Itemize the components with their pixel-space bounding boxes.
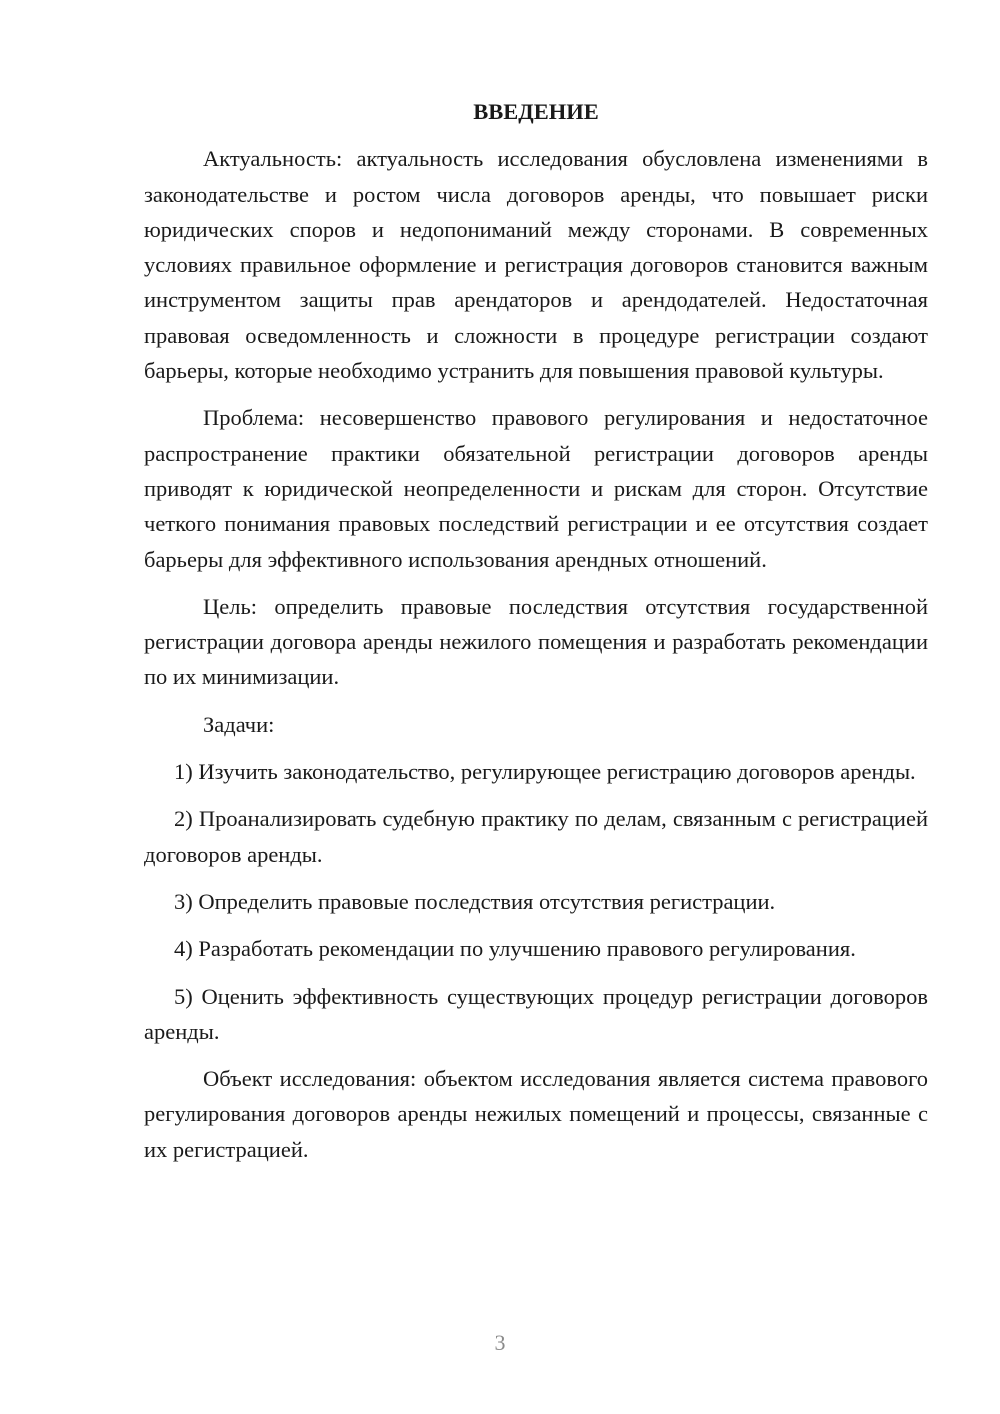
paragraph-relevance: Актуальность: актуальность исследования обусловлена изменениями в законодательстве и ростом числа договоров аренды, что повышает риски юридических споров и недопониманий между сторонами. В современных условиях правильное оформление и регистрация договоров становится важным инструментом защиты прав арендаторов и арендодателей. Недостаточная правовая осведомленность и сложности в процедуре регистрации создают барьеры, которые необходимо устранить для повышения правовой культуры. <box>144 146 928 384</box>
task-item: 2) Проанализировать судебную практику по делам, связанным с регистрацией договоров аренды. <box>144 806 928 867</box>
tasks-heading: Задачи: <box>203 711 275 737</box>
paragraph-goal: Цель: определить правовые последствия отсутствия государственной регистрации договора аренды нежилого помещения и разработать рекомендации по их минимизации. <box>144 593 928 690</box>
task-item: 1) Изучить законодательство, регулирующее регистрацию договоров аренды. <box>174 759 916 785</box>
task-item: 4) Разработать рекомендации по улучшению правового регулирования. <box>174 936 856 962</box>
task-item: 5) Оценить эффективность существующих процедур регистрации договоров аренды. <box>144 983 928 1044</box>
task-item: 3) Определить правовые последствия отсутствия регистрации. <box>174 888 776 914</box>
paragraph-object: Объект исследования: объектом исследования является система правового регулирования договоров аренды нежилых помещений и процессы, связанные с их регистрацией. <box>144 1066 928 1162</box>
page-content <box>144 94 928 1179</box>
paragraph-problem: Проблема: несовершенство правового регулирования и недостаточное распространение практики обязательной регистрации договоров аренды приводят к юридической неопределенности и рискам для сторон. Отсутствие четкого понимания правовых последствий регистрации и ее отсутствия создает барьеры для эффективного использования арендных отношений. <box>144 405 928 572</box>
section-title: ВВЕДЕНИЕ <box>473 99 599 124</box>
page-number: 3 <box>494 1330 506 1355</box>
